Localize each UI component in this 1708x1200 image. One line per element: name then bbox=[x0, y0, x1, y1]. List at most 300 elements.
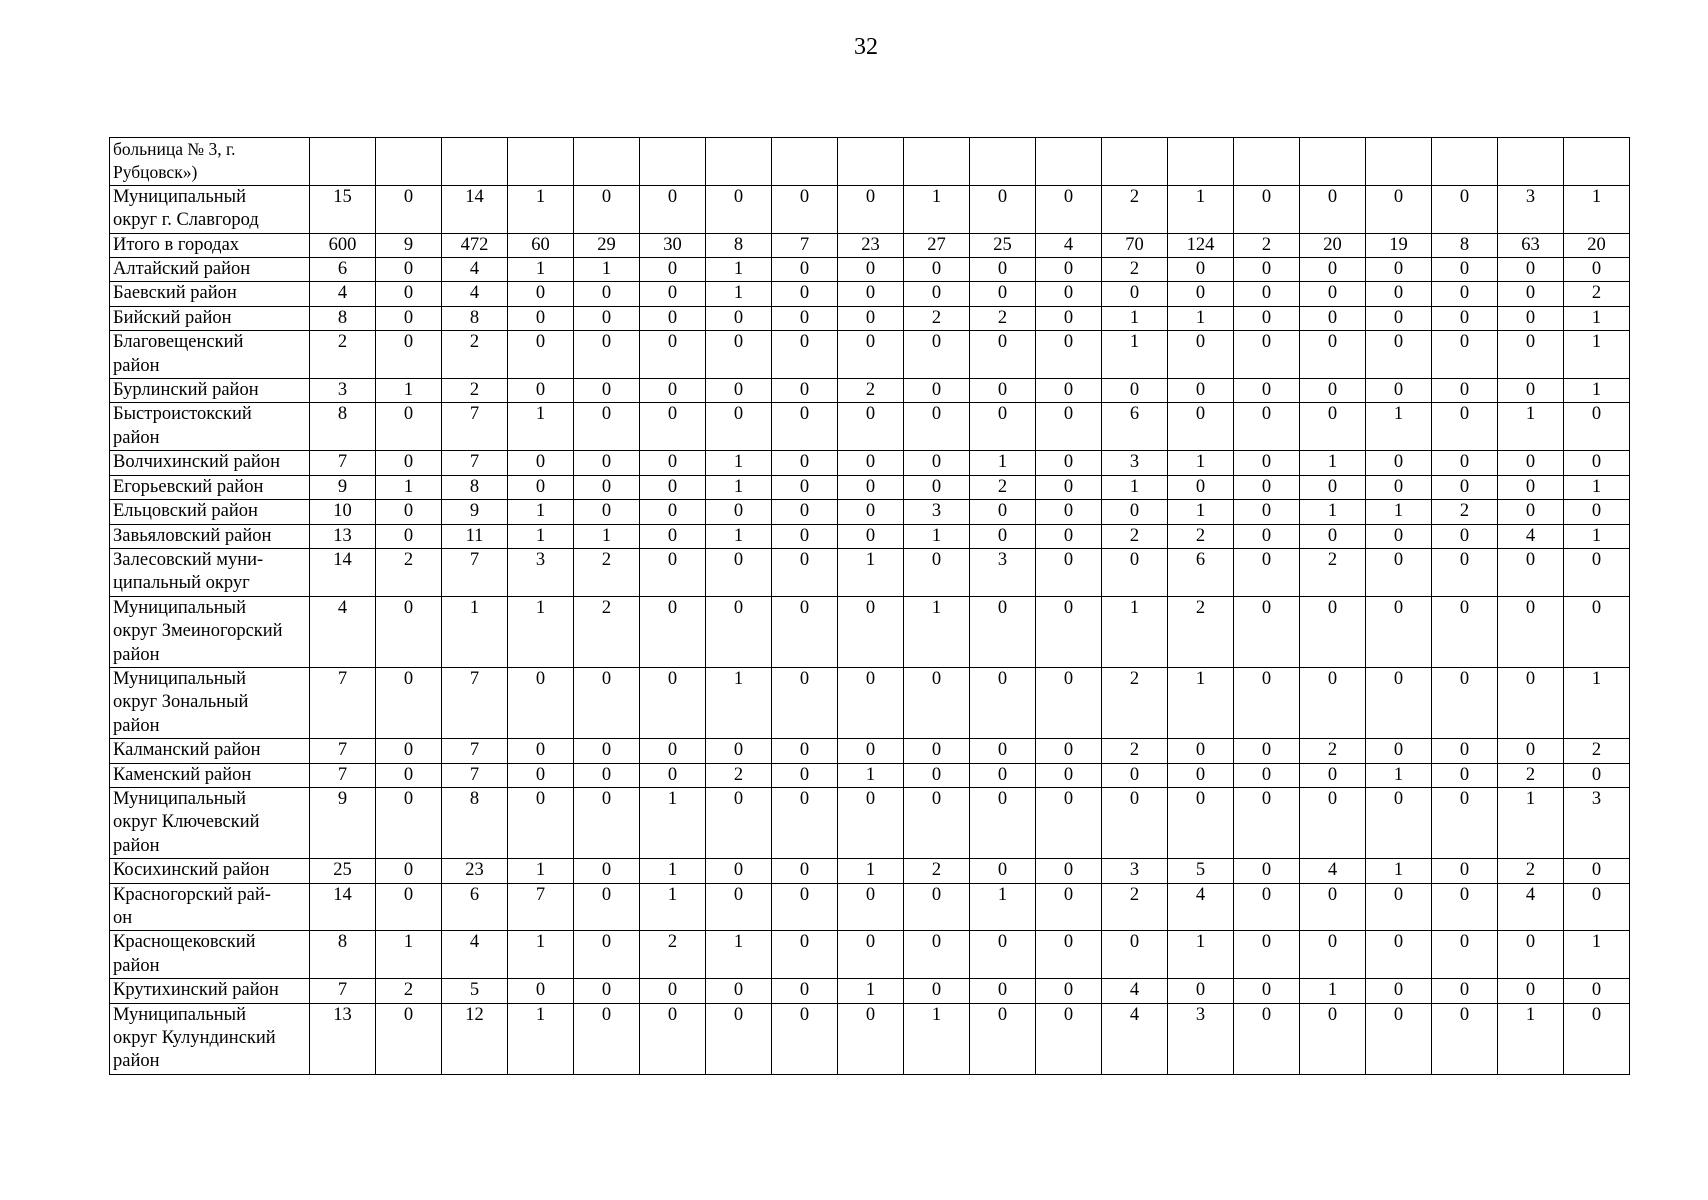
table-cell: 0 bbox=[1234, 548, 1300, 596]
table-cell bbox=[508, 138, 574, 186]
table-cell: 2 bbox=[1432, 500, 1498, 524]
table-cell: 0 bbox=[574, 883, 640, 931]
table-cell: 0 bbox=[838, 185, 904, 233]
table-cell: 0 bbox=[640, 282, 706, 306]
table-cell: 0 bbox=[1102, 282, 1168, 306]
row-label: Каменский район bbox=[110, 763, 310, 787]
table-cell: 13 bbox=[310, 1003, 376, 1074]
table-cell bbox=[310, 138, 376, 186]
table-cell: 1 bbox=[508, 1003, 574, 1074]
table-row bbox=[110, 451, 1630, 475]
table-cell: 0 bbox=[1498, 500, 1564, 524]
table-cell: 1 bbox=[706, 931, 772, 979]
table-cell: 0 bbox=[772, 331, 838, 379]
table-cell: 0 bbox=[376, 763, 442, 787]
table-cell: 29 bbox=[574, 233, 640, 257]
table-cell: 0 bbox=[1168, 331, 1234, 379]
table-cell: 0 bbox=[1168, 763, 1234, 787]
table-cell bbox=[904, 138, 970, 186]
table-cell: 0 bbox=[1432, 883, 1498, 931]
table-cell: 0 bbox=[1036, 306, 1102, 330]
table-cell: 1 bbox=[838, 763, 904, 787]
table-cell: 0 bbox=[1498, 739, 1564, 763]
table-cell: 0 bbox=[970, 931, 1036, 979]
table-cell: 0 bbox=[508, 979, 574, 1003]
table-cell bbox=[1102, 138, 1168, 186]
table-cell: 2 bbox=[1168, 524, 1234, 548]
table-cell: 0 bbox=[838, 500, 904, 524]
table-cell: 1 bbox=[904, 524, 970, 548]
table-cell: 12 bbox=[442, 1003, 508, 1074]
table-cell: 0 bbox=[1036, 451, 1102, 475]
table-cell: 0 bbox=[508, 331, 574, 379]
table-cell: 0 bbox=[1036, 379, 1102, 403]
table-cell: 8 bbox=[442, 475, 508, 499]
table-cell: 3 bbox=[310, 379, 376, 403]
table-row bbox=[110, 475, 1630, 499]
table-cell: 0 bbox=[1234, 859, 1300, 883]
table-cell bbox=[1036, 138, 1102, 186]
table-cell: 0 bbox=[376, 859, 442, 883]
table-cell: 0 bbox=[1366, 739, 1432, 763]
table-cell: 0 bbox=[640, 667, 706, 738]
table-cell: 0 bbox=[904, 282, 970, 306]
table-cell: 0 bbox=[904, 739, 970, 763]
row-label: Быстроистокский район bbox=[110, 403, 310, 451]
table-cell: 0 bbox=[1102, 379, 1168, 403]
table-cell: 0 bbox=[1432, 331, 1498, 379]
table-cell: 0 bbox=[376, 500, 442, 524]
table-cell bbox=[838, 138, 904, 186]
table-cell: 0 bbox=[904, 667, 970, 738]
table-cell: 0 bbox=[838, 451, 904, 475]
table-cell: 0 bbox=[1498, 379, 1564, 403]
table-cell: 0 bbox=[904, 883, 970, 931]
table-cell: 2 bbox=[1498, 763, 1564, 787]
table-cell: 4 bbox=[1036, 233, 1102, 257]
table-cell: 0 bbox=[706, 403, 772, 451]
table-cell: 1 bbox=[1366, 403, 1432, 451]
table-cell: 1 bbox=[508, 931, 574, 979]
table-cell: 0 bbox=[1366, 524, 1432, 548]
table-row bbox=[110, 548, 1630, 596]
table-cell: 4 bbox=[1498, 883, 1564, 931]
table-cell: 0 bbox=[1234, 883, 1300, 931]
table-cell: 23 bbox=[442, 859, 508, 883]
table-cell: 0 bbox=[838, 596, 904, 667]
table-cell: 0 bbox=[1102, 500, 1168, 524]
table-cell: 1 bbox=[1168, 306, 1234, 330]
table-cell: 7 bbox=[310, 763, 376, 787]
table-cell: 0 bbox=[508, 451, 574, 475]
table-cell: 9 bbox=[442, 500, 508, 524]
table-cell: 2 bbox=[904, 859, 970, 883]
table-cell: 0 bbox=[1498, 548, 1564, 596]
table-cell: 1 bbox=[838, 548, 904, 596]
table-cell: 0 bbox=[772, 667, 838, 738]
table-cell: 0 bbox=[904, 979, 970, 1003]
table-cell: 1 bbox=[706, 667, 772, 738]
table-cell: 0 bbox=[1498, 667, 1564, 738]
table-cell: 2 bbox=[442, 331, 508, 379]
table-cell: 0 bbox=[508, 787, 574, 858]
table-cell: 15 bbox=[310, 185, 376, 233]
table-cell bbox=[970, 138, 1036, 186]
table-cell: 0 bbox=[1366, 282, 1432, 306]
table-cell: 0 bbox=[1564, 883, 1630, 931]
table-cell: 0 bbox=[1300, 524, 1366, 548]
table-cell: 63 bbox=[1498, 233, 1564, 257]
table-cell bbox=[442, 138, 508, 186]
table-cell: 0 bbox=[1564, 258, 1630, 282]
row-label: больница № 3, г. Рубцовск») bbox=[110, 138, 310, 186]
table-cell: 0 bbox=[1366, 931, 1432, 979]
table-cell: 1 bbox=[640, 883, 706, 931]
table-cell: 0 bbox=[1432, 185, 1498, 233]
table-cell: 0 bbox=[1234, 1003, 1300, 1074]
table-cell: 5 bbox=[442, 979, 508, 1003]
table-cell: 0 bbox=[574, 185, 640, 233]
table-cell: 0 bbox=[640, 548, 706, 596]
table-cell: 0 bbox=[1234, 524, 1300, 548]
table-cell: 4 bbox=[442, 282, 508, 306]
table-cell: 0 bbox=[376, 331, 442, 379]
table-cell: 0 bbox=[1300, 787, 1366, 858]
table-cell: 1 bbox=[1366, 859, 1432, 883]
table-cell: 0 bbox=[1564, 596, 1630, 667]
table-cell: 0 bbox=[1498, 306, 1564, 330]
table-cell: 0 bbox=[1036, 282, 1102, 306]
table-cell: 0 bbox=[1234, 379, 1300, 403]
table-cell: 1 bbox=[1564, 185, 1630, 233]
table-cell: 472 bbox=[442, 233, 508, 257]
table-cell: 0 bbox=[1564, 979, 1630, 1003]
table-cell: 0 bbox=[1168, 739, 1234, 763]
table-cell: 10 bbox=[310, 500, 376, 524]
table-cell bbox=[772, 138, 838, 186]
table-cell: 0 bbox=[970, 403, 1036, 451]
table-cell: 0 bbox=[1234, 306, 1300, 330]
table-cell: 7 bbox=[442, 739, 508, 763]
table-cell: 0 bbox=[1432, 548, 1498, 596]
table-cell: 2 bbox=[1564, 282, 1630, 306]
table-cell: 8 bbox=[310, 403, 376, 451]
table-cell: 1 bbox=[706, 258, 772, 282]
table-cell: 0 bbox=[1102, 787, 1168, 858]
table-cell: 0 bbox=[640, 739, 706, 763]
table-cell: 2 bbox=[1498, 859, 1564, 883]
table-cell: 2 bbox=[1168, 596, 1234, 667]
table-cell: 6 bbox=[442, 883, 508, 931]
table-cell: 0 bbox=[376, 524, 442, 548]
row-label: Баевский район bbox=[110, 282, 310, 306]
table-cell: 5 bbox=[1168, 859, 1234, 883]
table-cell: 2 bbox=[1102, 524, 1168, 548]
table-cell: 0 bbox=[772, 596, 838, 667]
table-cell: 0 bbox=[1036, 403, 1102, 451]
table-cell: 0 bbox=[970, 739, 1036, 763]
table-cell: 0 bbox=[706, 979, 772, 1003]
table-cell: 2 bbox=[574, 548, 640, 596]
table-cell: 0 bbox=[706, 185, 772, 233]
table-cell: 0 bbox=[640, 500, 706, 524]
table-cell: 25 bbox=[970, 233, 1036, 257]
table-row bbox=[110, 403, 1630, 451]
table-cell: 0 bbox=[1366, 451, 1432, 475]
table-cell: 6 bbox=[310, 258, 376, 282]
table-cell: 0 bbox=[1366, 379, 1432, 403]
table-cell: 0 bbox=[1300, 306, 1366, 330]
table-cell: 0 bbox=[640, 1003, 706, 1074]
table-cell: 1 bbox=[1300, 500, 1366, 524]
table-cell: 0 bbox=[1036, 548, 1102, 596]
table-cell: 0 bbox=[1300, 931, 1366, 979]
table-row bbox=[110, 306, 1630, 330]
table-cell: 2 bbox=[1102, 258, 1168, 282]
table-cell: 7 bbox=[508, 883, 574, 931]
table-cell: 0 bbox=[1234, 451, 1300, 475]
table-cell: 0 bbox=[574, 403, 640, 451]
row-label: Крутихинский район bbox=[110, 979, 310, 1003]
table-cell: 0 bbox=[1036, 1003, 1102, 1074]
table-cell: 0 bbox=[1036, 524, 1102, 548]
table-cell: 0 bbox=[1234, 185, 1300, 233]
table-row bbox=[110, 931, 1630, 979]
table-cell bbox=[376, 138, 442, 186]
table-cell: 1 bbox=[508, 500, 574, 524]
table-cell: 1 bbox=[706, 451, 772, 475]
table-cell bbox=[1564, 138, 1630, 186]
table-cell: 0 bbox=[1234, 979, 1300, 1003]
table-cell: 0 bbox=[772, 548, 838, 596]
table-cell: 1 bbox=[706, 524, 772, 548]
table-cell: 0 bbox=[970, 859, 1036, 883]
table-cell: 0 bbox=[772, 475, 838, 499]
table-cell: 0 bbox=[1432, 667, 1498, 738]
row-label: Завьяловский район bbox=[110, 524, 310, 548]
table-cell: 7 bbox=[310, 451, 376, 475]
table-cell: 0 bbox=[1234, 475, 1300, 499]
table-row bbox=[110, 739, 1630, 763]
row-label: Муниципальный округ Кулундинский район bbox=[110, 1003, 310, 1074]
table-cell: 0 bbox=[1498, 931, 1564, 979]
table-cell: 1 bbox=[706, 282, 772, 306]
table-cell bbox=[1300, 138, 1366, 186]
table-cell: 0 bbox=[706, 306, 772, 330]
table-cell: 0 bbox=[772, 379, 838, 403]
table-row bbox=[110, 138, 1630, 186]
row-label: Ельцовский район bbox=[110, 500, 310, 524]
table-cell: 0 bbox=[1432, 451, 1498, 475]
table-cell: 0 bbox=[772, 739, 838, 763]
table-cell: 1 bbox=[376, 475, 442, 499]
table-cell: 0 bbox=[772, 403, 838, 451]
table-cell: 60 bbox=[508, 233, 574, 257]
table-cell: 0 bbox=[904, 258, 970, 282]
table-cell: 0 bbox=[1564, 451, 1630, 475]
table-cell: 4 bbox=[1102, 979, 1168, 1003]
table-cell: 0 bbox=[574, 739, 640, 763]
table-cell: 0 bbox=[1234, 667, 1300, 738]
table-cell: 0 bbox=[1036, 931, 1102, 979]
table-cell: 0 bbox=[1498, 331, 1564, 379]
table-cell: 0 bbox=[1234, 331, 1300, 379]
table-cell: 1 bbox=[1102, 596, 1168, 667]
statistics-table bbox=[109, 137, 1630, 1075]
table-cell: 0 bbox=[970, 282, 1036, 306]
table-cell: 1 bbox=[508, 596, 574, 667]
table-cell: 0 bbox=[772, 763, 838, 787]
table-cell: 0 bbox=[838, 931, 904, 979]
table-cell: 0 bbox=[904, 548, 970, 596]
table-cell: 0 bbox=[1168, 258, 1234, 282]
table-cell: 0 bbox=[574, 331, 640, 379]
table-cell: 2 bbox=[1564, 739, 1630, 763]
table-cell: 0 bbox=[1234, 282, 1300, 306]
table-cell: 0 bbox=[640, 403, 706, 451]
row-label: Итого в городах bbox=[110, 233, 310, 257]
table-cell bbox=[706, 138, 772, 186]
table-cell: 0 bbox=[904, 403, 970, 451]
table-row bbox=[110, 667, 1630, 738]
table-cell: 7 bbox=[442, 548, 508, 596]
table-cell: 0 bbox=[1102, 548, 1168, 596]
table-cell: 0 bbox=[772, 979, 838, 1003]
table-cell: 0 bbox=[706, 548, 772, 596]
table-cell: 0 bbox=[1366, 787, 1432, 858]
table-cell: 14 bbox=[310, 548, 376, 596]
table-cell: 0 bbox=[376, 185, 442, 233]
table-cell: 8 bbox=[442, 306, 508, 330]
table-cell: 0 bbox=[772, 883, 838, 931]
table-cell: 0 bbox=[1366, 596, 1432, 667]
table-cell: 0 bbox=[574, 475, 640, 499]
table-cell: 2 bbox=[442, 379, 508, 403]
table-cell: 0 bbox=[508, 763, 574, 787]
table-cell bbox=[1168, 138, 1234, 186]
table-cell: 1 bbox=[838, 859, 904, 883]
table-cell: 1 bbox=[1168, 451, 1234, 475]
table-cell: 0 bbox=[772, 787, 838, 858]
table-cell: 1 bbox=[1168, 931, 1234, 979]
table-cell: 0 bbox=[1432, 258, 1498, 282]
table-cell: 0 bbox=[574, 306, 640, 330]
table-cell: 0 bbox=[1168, 403, 1234, 451]
table-cell: 0 bbox=[1168, 787, 1234, 858]
table-cell: 0 bbox=[1300, 331, 1366, 379]
table-cell: 14 bbox=[442, 185, 508, 233]
table-cell: 0 bbox=[970, 258, 1036, 282]
table-cell: 0 bbox=[1432, 379, 1498, 403]
table-cell: 0 bbox=[970, 787, 1036, 858]
table-cell: 0 bbox=[772, 931, 838, 979]
table-row bbox=[110, 233, 1630, 257]
table-cell: 0 bbox=[640, 331, 706, 379]
table-cell: 0 bbox=[1432, 787, 1498, 858]
table-cell: 1 bbox=[1300, 979, 1366, 1003]
table-cell: 20 bbox=[1300, 233, 1366, 257]
table-cell: 3 bbox=[1498, 185, 1564, 233]
table-cell: 0 bbox=[838, 739, 904, 763]
table-cell: 0 bbox=[904, 379, 970, 403]
table-cell: 0 bbox=[1036, 739, 1102, 763]
table-cell: 0 bbox=[1036, 331, 1102, 379]
table-row bbox=[110, 596, 1630, 667]
table-cell: 0 bbox=[1498, 979, 1564, 1003]
table-cell: 70 bbox=[1102, 233, 1168, 257]
table-cell: 0 bbox=[1366, 979, 1432, 1003]
table-cell: 0 bbox=[706, 883, 772, 931]
table-cell: 0 bbox=[1432, 524, 1498, 548]
table-row bbox=[110, 979, 1630, 1003]
table-cell: 1 bbox=[508, 258, 574, 282]
table-cell: 0 bbox=[1168, 979, 1234, 1003]
table-cell: 1 bbox=[640, 787, 706, 858]
table-cell: 0 bbox=[1036, 763, 1102, 787]
table-cell: 0 bbox=[1234, 931, 1300, 979]
table-cell: 0 bbox=[1564, 500, 1630, 524]
row-label: Егорьевский район bbox=[110, 475, 310, 499]
table-cell bbox=[1366, 138, 1432, 186]
table-cell: 1 bbox=[376, 931, 442, 979]
table-cell: 0 bbox=[970, 331, 1036, 379]
table-cell: 0 bbox=[904, 763, 970, 787]
table-cell: 0 bbox=[1366, 667, 1432, 738]
table-cell: 0 bbox=[376, 403, 442, 451]
table-cell: 0 bbox=[838, 282, 904, 306]
table-cell: 2 bbox=[574, 596, 640, 667]
table-cell: 8 bbox=[310, 931, 376, 979]
row-label: Благовещенский район bbox=[110, 331, 310, 379]
table-cell: 600 bbox=[310, 233, 376, 257]
table-cell: 0 bbox=[1432, 931, 1498, 979]
table-cell: 1 bbox=[1168, 185, 1234, 233]
table-cell: 0 bbox=[1564, 403, 1630, 451]
table-cell: 0 bbox=[1498, 282, 1564, 306]
table-cell: 0 bbox=[1234, 500, 1300, 524]
table-cell: 124 bbox=[1168, 233, 1234, 257]
table-cell: 1 bbox=[574, 524, 640, 548]
table-cell: 0 bbox=[574, 282, 640, 306]
table-cell: 0 bbox=[1432, 282, 1498, 306]
table-cell: 0 bbox=[970, 185, 1036, 233]
table-cell: 0 bbox=[838, 331, 904, 379]
table-cell: 0 bbox=[508, 667, 574, 738]
table-cell: 3 bbox=[1102, 859, 1168, 883]
table-cell: 0 bbox=[376, 667, 442, 738]
table-cell: 0 bbox=[772, 185, 838, 233]
table-cell: 0 bbox=[904, 787, 970, 858]
table-cell: 1 bbox=[574, 258, 640, 282]
table-cell: 1 bbox=[970, 451, 1036, 475]
table-cell: 0 bbox=[508, 475, 574, 499]
table-cell: 3 bbox=[508, 548, 574, 596]
table-cell: 8 bbox=[310, 306, 376, 330]
table-cell: 0 bbox=[1432, 739, 1498, 763]
table-cell: 0 bbox=[574, 379, 640, 403]
table-cell: 0 bbox=[376, 306, 442, 330]
table-cell: 2 bbox=[310, 331, 376, 379]
table-cell: 1 bbox=[1564, 931, 1630, 979]
table-cell: 0 bbox=[904, 931, 970, 979]
table-cell: 0 bbox=[574, 859, 640, 883]
table-cell: 0 bbox=[1036, 185, 1102, 233]
table-cell: 0 bbox=[1300, 1003, 1366, 1074]
table-cell: 2 bbox=[1102, 739, 1168, 763]
table-cell: 1 bbox=[1564, 667, 1630, 738]
row-label: Муниципальный округ Зональный район bbox=[110, 667, 310, 738]
table-cell: 0 bbox=[1366, 331, 1432, 379]
